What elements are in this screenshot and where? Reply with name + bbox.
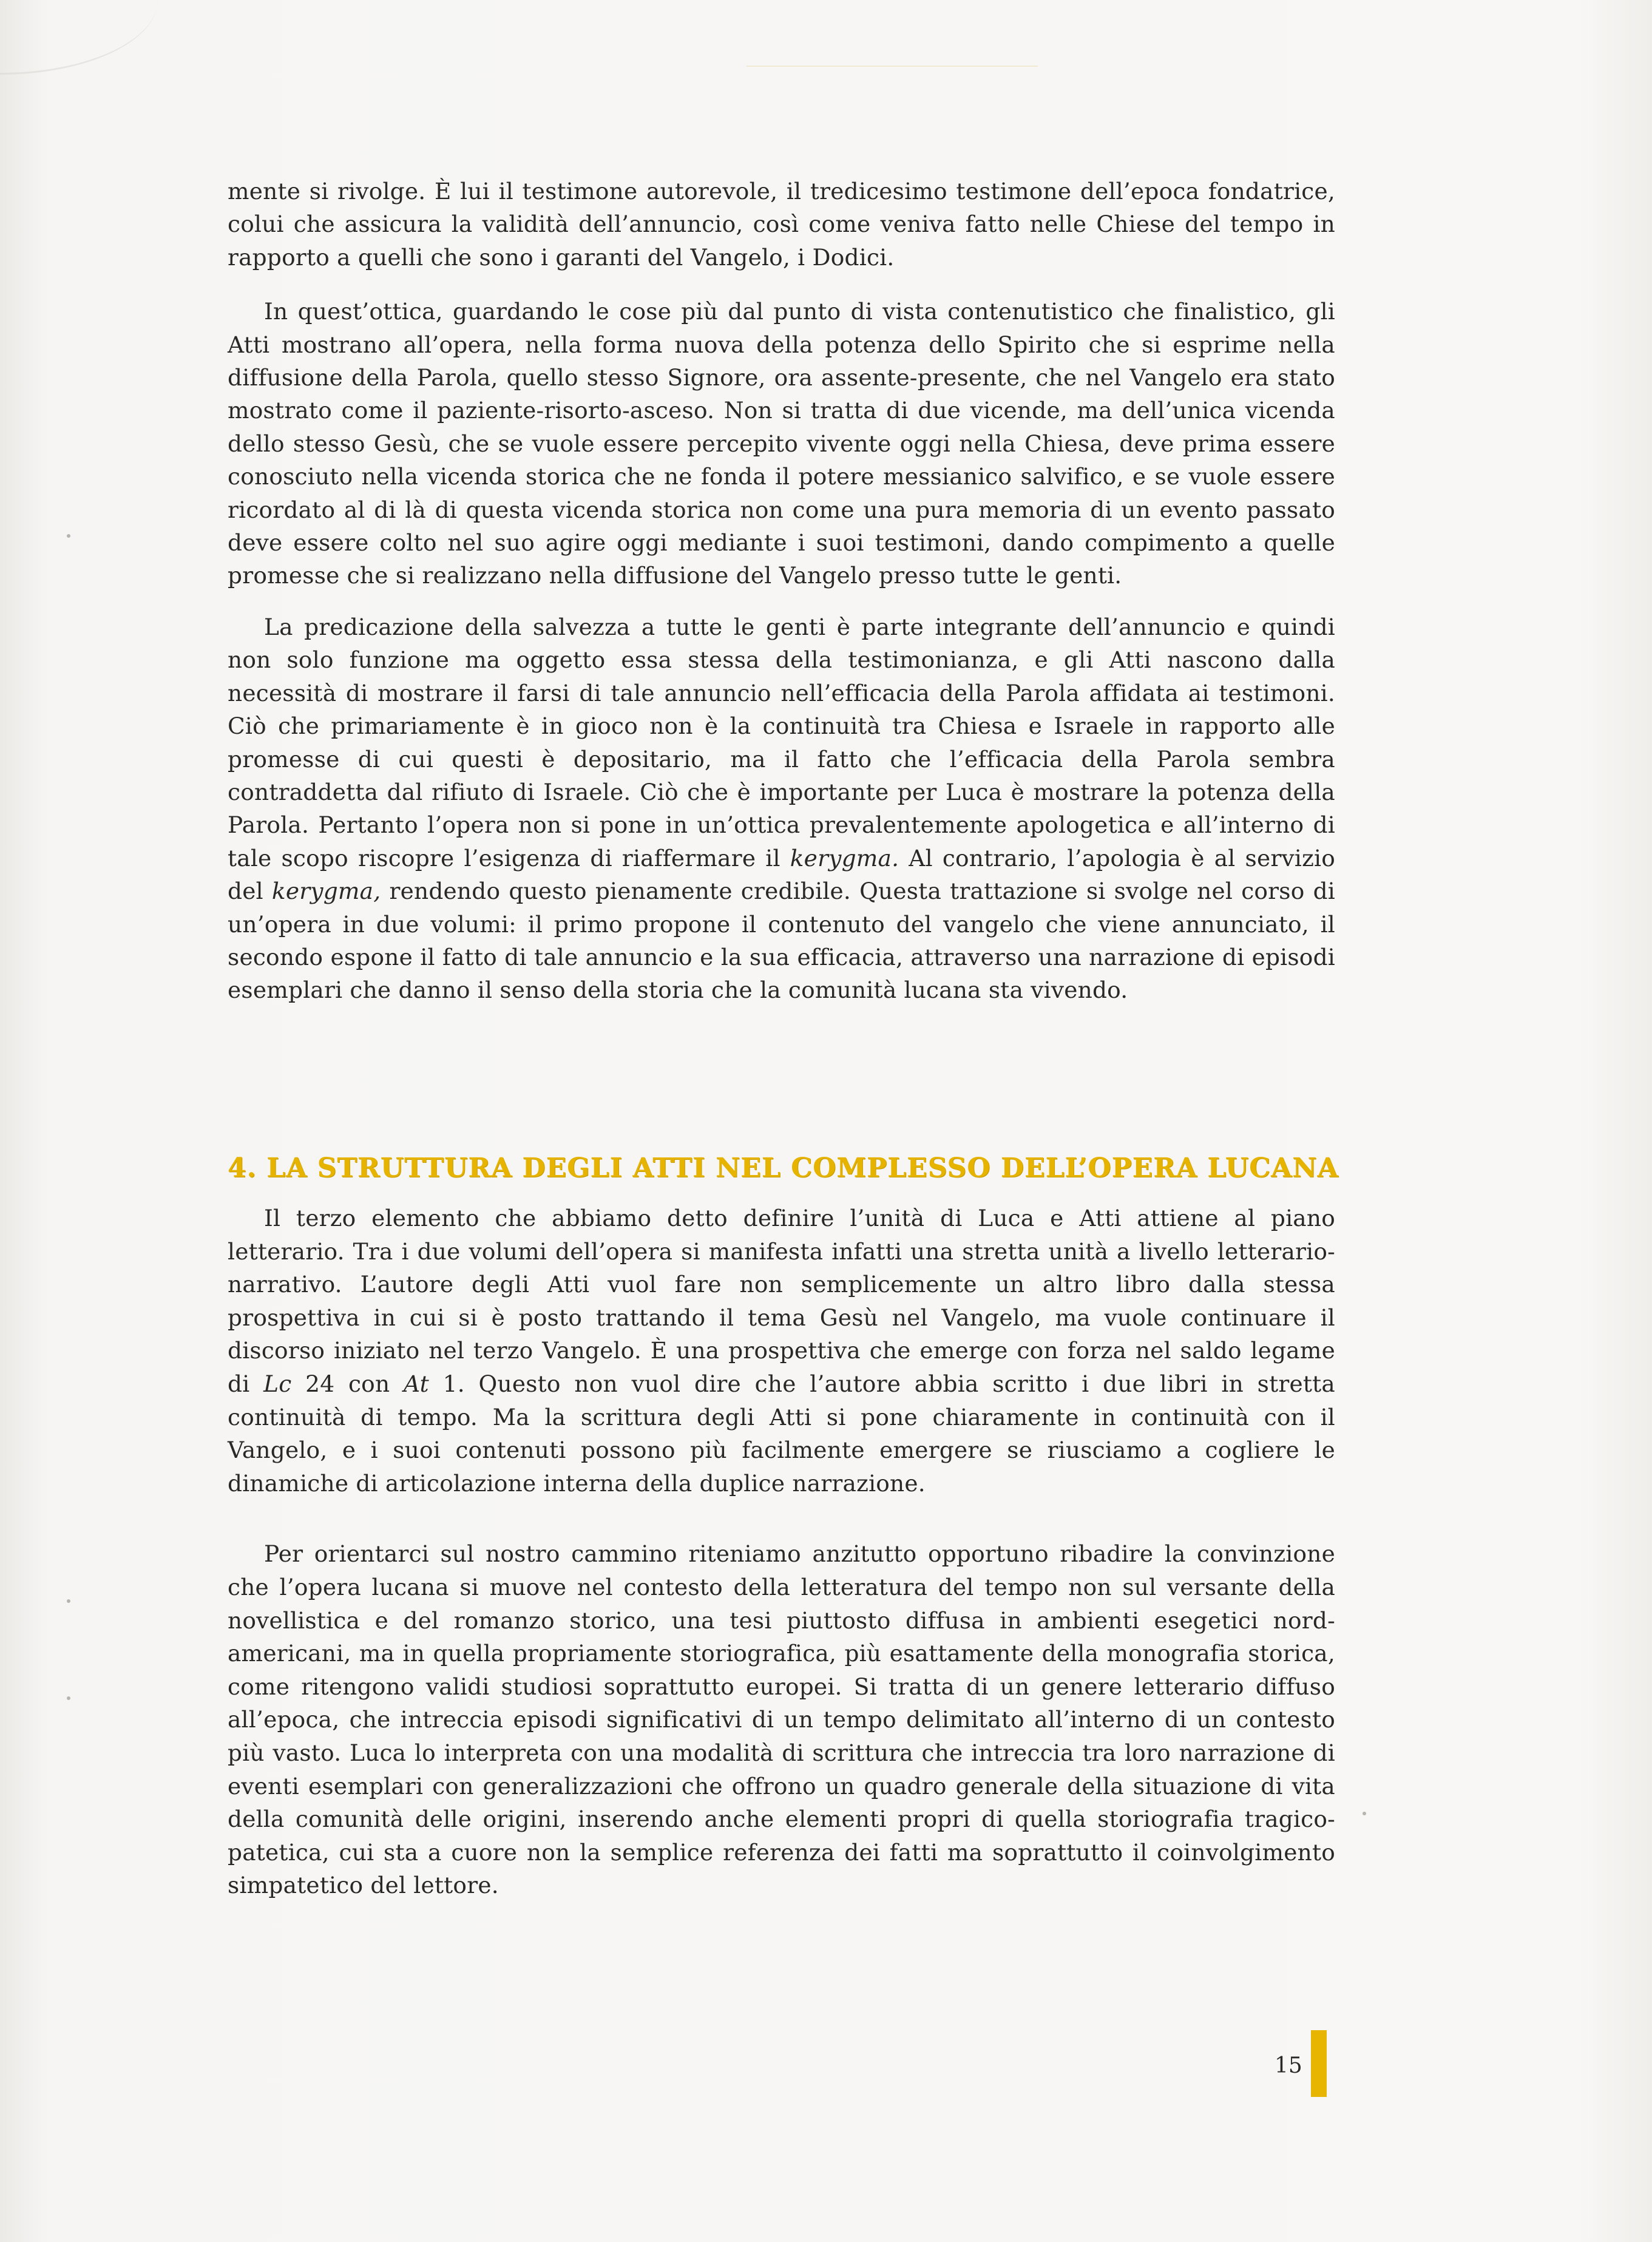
binding-dot (67, 534, 70, 538)
paragraph-2: In quest’ottica, guardando le cose più dal punto di vista contenutistico che finalistico, gli Atti mostrano all’opera, nella forma nuova della potenza dello Spirito che si esprime nella diffusione della Parola, quello stesso Signore, ora assente-presente, che nel Vangelo era stato mostrato come il paziente-risorto-asceso. Non si tratta di due vicende, ma dell’unica vicenda dello stesso Gesù, che se vuole essere percepito vivente oggi nella Chiesa, deve prima essere conosciuto nella vicenda storica che ne fonda il potere messianico salvifico, e se vuole essere ricordato al di là di questa vicenda storica non come una pura memoria di un evento passato deve essere colto nel suo agire oggi mediante i suoi testimoni, dando compimento a quelle promesse che si realizzano nella diffusione del Vangelo presso tutte le genti. (228, 298, 1335, 589)
paragraph-4 (228, 1202, 1335, 1500)
kerygma-term: kerygma. (790, 844, 899, 872)
paragraph-4-text: 24 con (291, 1370, 404, 1397)
binding-dot (1363, 1812, 1366, 1815)
binding-dot (67, 1696, 70, 1700)
page-number-bar (1311, 2030, 1327, 2097)
paragraph-3-text: rendendo questo pienamente credibile. Questa trattazione si svolge nel corso di un’opera in due volumi: il primo propone il contenuto del vangelo che viene annunciato, il secondo espone il fatto di tale annuncio e la sua efficacia, attraverso una narrazione di episodi esemplari che danno il senso della storia che la comunità lucana sta vivendo. (228, 878, 1336, 1004)
binding-dot (67, 1599, 70, 1603)
scripture-ref: Lc (263, 1370, 292, 1397)
page-curve-shadow (0, 0, 158, 75)
paragraph-3 (228, 611, 1335, 1007)
kerygma-term: kerygma, (271, 878, 381, 905)
paragraph-3-text: Al contrario, l’apologia è al servizio del (228, 844, 1335, 905)
paragraph-3-text: La predicazione della salvezza a tutte le genti è parte integrante dell’annuncio e quindi non solo funzione ma oggetto essa stessa della testimonianza, e gli Atti nascono dalla necessità di mostrare il farsi di tale annuncio nell’efficacia della Parola affidata ai testimoni. Ciò che primariamente è in gioco non è la continuità tra Chiesa e Israele in rapporto alle promesse di cui questi è depositario, ma il fatto che l’efficacia della Parola sembra contraddetta dal rifiuto di Israele. Ciò che è importante per Luca è mostrare la potenza della Parola. Pertanto l’opera non si pone in un’ottica prevalentemente apologetica e all’interno di tale scopo riscopre l’esigenza di riaffermare il (228, 613, 1335, 872)
paragraph-4-text: 1. Questo non vuol dire che l’autore abbia scritto i due libri in stretta continuità di tempo. Ma la scrittura degli Atti si pone chiaramente in continuità con il Vangelo, e i suoi contenuti possono più facilmente emergere se riusciamo a cogliere le dinamiche di articolazione interna della duplice narrazione. (228, 1370, 1335, 1497)
paragraph-5: Per orientarci sul nostro cammino riteniamo anzitutto opportuno ribadire la convinzione che l’opera lucana si muove nel contesto della letteratura del tempo non sul versante della novellistica e del romanzo storico, una tesi piuttosto diffusa in ambienti esegetici nord-americani, ma in quella propriamente storiografica, più esattamente della monografia storica, come ritengono validi studiosi soprattutto europei. Si tratta di un genere letterario diffuso all’epoca, che intreccia episodi significativi di un tempo delimitato all’interno di un contesto più vasto. Luca lo interpreta con una modalità di scrittura che intreccia tra loro narrazione di eventi esemplari con generalizzazioni che offrono un quadro generale della situazione di vita della comunità delle origini, inserendo anche elementi propri di quella storiografia tragico-patetica, cui sta a cuore non la semplice referenza dei fatti ma soprattutto il coinvolgimento simpatetico del lettore. (228, 1540, 1335, 1899)
faint-top-rule (746, 66, 1038, 67)
paragraph-1: mente si rivolge. È lui il testimone autorevole, il tredicesimo testimone dell’epoca fondatrice, colui che assicura la validità dell’annuncio, così come veniva fatto nelle Chiese del tempo in rapporto a quelli che sono i garanti del Vangelo, i Dodici. (228, 178, 1335, 271)
body-text-top (228, 175, 1335, 1007)
section-heading: 4. LA STRUTTURA DEGLI ATTI NEL COMPLESSO DELL’OPERA LUCANA (228, 1153, 1339, 1184)
scripture-ref: At (404, 1370, 429, 1397)
paragraph-4-text: Il terzo elemento che abbiamo detto definire l’unità di Luca e Atti attiene al piano letterario. Tra i due volumi dell’opera si manifesta infatti una stretta unità a livello letterario-narrativo. L’autore degli Atti vuol fare non semplicemente un altro libro dalla stessa prospettiva in cui si è posto trattando il tema Gesù nel Vangelo, ma vuole continuare il discorso iniziato nel terzo Vangelo. È una prospettiva che emerge con forza nel saldo legame di (228, 1205, 1335, 1397)
page-number: 15 (1275, 2053, 1302, 2078)
body-text-bottom (228, 1202, 1335, 1902)
